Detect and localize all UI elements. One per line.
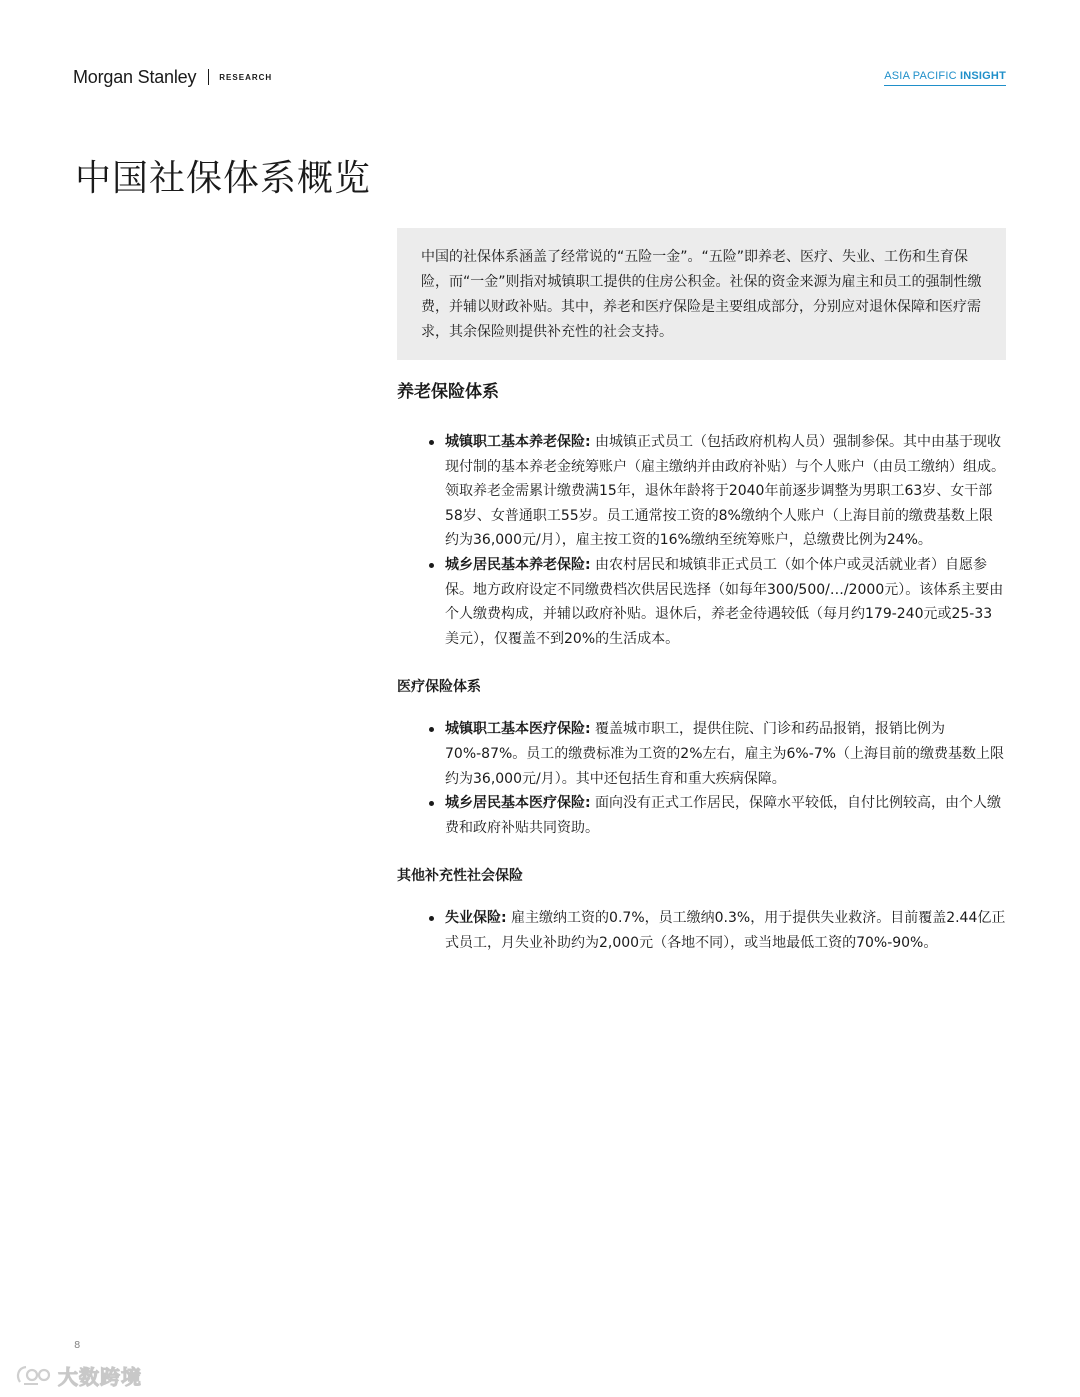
section-heading: 医疗保险体系 bbox=[397, 679, 481, 696]
bullet-text: 由城镇正式员工（包括政府机构人员）强制参保。其中由基于现收现付制的基本养老金统筹账户（雇主缴纳并由政府补贴）与个人账户（由员工缴纳）组成。领取养老金需累计缴费满15年，退休年龄将于2040年前逐步调整为男职工63岁、女干部58岁、女普通职工55岁。员工通常按工资的8%缴纳个人账户（上海目前的缴费基数上限约为36,000元/月），雇主按工资的16%缴纳至统筹账户，总缴费比例为24%。 bbox=[445, 434, 1005, 549]
bullet-text: 覆盖城市职工，提供住院、门诊和药品报销，报销比例为70%-87%。员工的缴费标准为工资的2%左右，雇主为6%-7%（上海目前的缴费基数上限约为36,000元/月）。其中还包括生育和重大疾病保障。 bbox=[445, 721, 1004, 787]
watermark-text: 大数跨境 bbox=[58, 1364, 142, 1389]
page-title: 中国社保体系概览 bbox=[75, 158, 372, 199]
section-other bbox=[397, 864, 1006, 955]
intro-box: 中国的社保体系涵盖了经常说的“五险一金”。“五险”即养老、医疗、失业、工伤和生育保险，而“一金”则指对城镇职工提供的住房公积金。社保的资金来源为雇主和员工的强制性缴费，并辅以财政补贴。其中，养老和医疗保险是主要组成部分，分别应对退休保障和医疗需求，其余保险则提供补充性的社会支持。 bbox=[397, 228, 1006, 360]
bullet-term: 城乡居民基本医疗保险: bbox=[445, 795, 591, 812]
brand-name: Morgan Stanley bbox=[73, 66, 197, 87]
bullet-term: 城镇职工基本医疗保险: bbox=[445, 721, 591, 738]
brand-divider bbox=[208, 69, 209, 85]
series-label-light: ASIA PACIFIC bbox=[884, 70, 960, 82]
list-item bbox=[427, 717, 1006, 791]
bullet-term: 失业保险: bbox=[445, 910, 507, 927]
list-item bbox=[427, 430, 1006, 553]
bullet-term: 城乡居民基本养老保险: bbox=[445, 556, 591, 573]
bullet-list bbox=[397, 430, 1006, 651]
main-content bbox=[397, 378, 1006, 980]
section-heading: 养老保险体系 bbox=[397, 382, 499, 402]
series-label-bold: INSIGHT bbox=[959, 70, 1006, 82]
bullet-list bbox=[397, 717, 1006, 840]
bullet-list bbox=[397, 906, 1006, 955]
list-item bbox=[427, 791, 1006, 840]
section-medical bbox=[397, 675, 1006, 840]
header-brand bbox=[73, 64, 272, 90]
watermark-logo-icon bbox=[14, 1362, 56, 1388]
bullet-text: 面向没有正式工作居民，保障水平较低，自付比例较高，由个人缴费和政府补贴共同资助。 bbox=[445, 795, 1002, 836]
section-heading: 其他补充性社会保险 bbox=[397, 868, 523, 885]
bullet-text: 由农村居民和城镇非正式员工（如个体户或灵活就业者）自愿参保。地方政府设定不同缴费档次供居民选择（如每年300/500/…/2000元）。该体系主要由个人缴费构成，并辅以政府补贴。退休后，养老金待遇较低（每月约179-240元或25-33美元），仅覆盖不到20%的生活成本。 bbox=[445, 556, 1004, 647]
section-pension bbox=[397, 378, 1006, 651]
series-label bbox=[884, 70, 1006, 86]
watermark bbox=[14, 1360, 142, 1390]
list-item bbox=[427, 553, 1006, 651]
page-number: 8 bbox=[74, 1340, 81, 1351]
bullet-term: 城镇职工基本养老保险: bbox=[445, 434, 591, 450]
brand-research-label: RESEARCH bbox=[219, 72, 273, 82]
bullet-text: 雇主缴纳工资的0.7%，员工缴纳0.3%，用于提供失业救济。目前覆盖2.44亿正式员工，月失业补助约为2,000元（各地不同），或当地最低工资的70%-90%。 bbox=[445, 910, 1006, 951]
list-item bbox=[427, 906, 1006, 955]
